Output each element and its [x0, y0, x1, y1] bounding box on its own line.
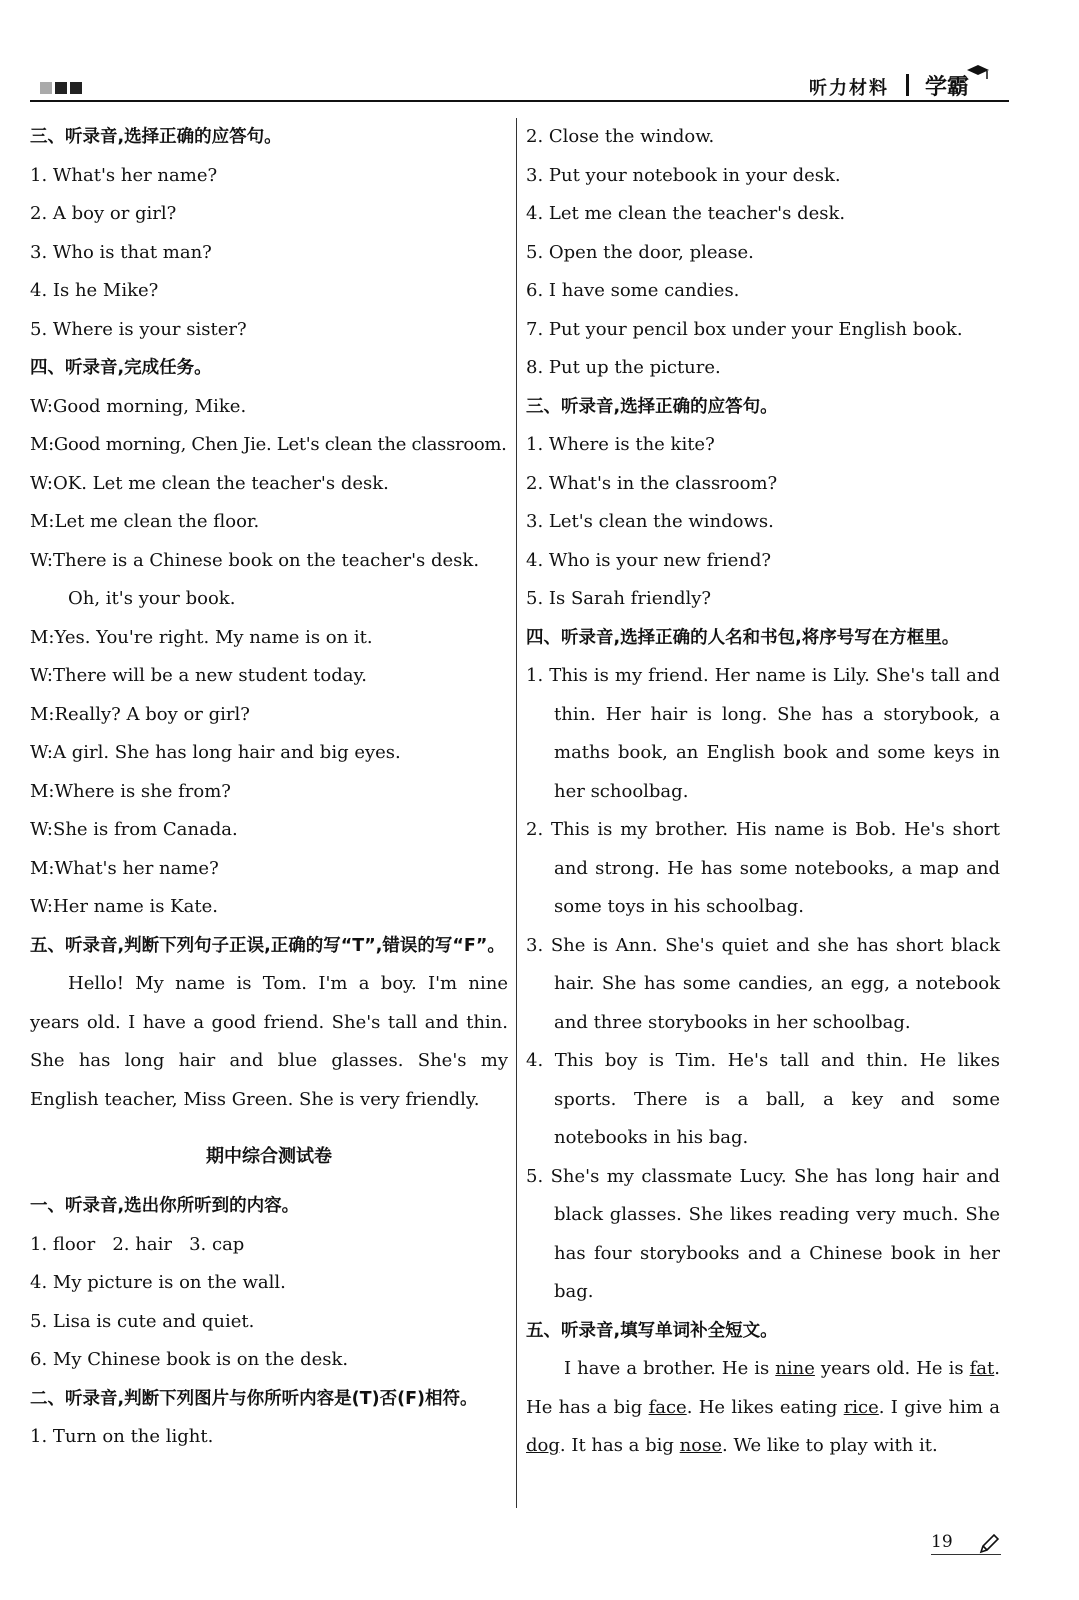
dialog-line: W:OK. Let me clean the teacher's desk. [30, 472, 389, 494]
section-title: 五、听录音,判断下列句子正误,正确的写“T”,错误的写“F”。 [30, 935, 505, 956]
list-item: 1. What's her name? [30, 164, 218, 186]
page-footer [931, 1532, 1001, 1556]
list-item: 4. This boy is Tim. He's tall and thin. He likes sports. There is a ball, a key and some notebooks in his bag. [526, 1050, 1000, 1148]
list-item: 2. This is my brother. His name is Bob. He's short and strong. He has some notebooks, a map and some toys in his schoolbag. [526, 819, 1000, 917]
list-item: 3. Put your notebook in your desk. [526, 164, 841, 186]
answer-word: face [648, 1396, 687, 1418]
dialog-line: M:Good morning, Chen Jie. Let's clean the classroom. [30, 434, 507, 455]
list-item: 4. My picture is on the wall. [30, 1272, 286, 1293]
dialog-line: M:Where is she from? [30, 780, 231, 802]
list-item: 5. Is Sarah friendly? [526, 588, 712, 609]
list-item: 1. Where is the kite? [526, 434, 715, 455]
footer-rule [931, 1554, 1001, 1555]
header-separator [906, 74, 909, 96]
pencil-icon [977, 1532, 1001, 1556]
dialog-line: M:Yes. You're right. My name is on it. [30, 626, 373, 648]
graduation-cap-icon [965, 62, 991, 82]
list-item: 2. What's in the classroom? [526, 472, 778, 494]
answer-word: nose [679, 1435, 722, 1456]
dialog-line: M:What's her name? [30, 857, 219, 879]
list-item: 1. Turn on the light. [30, 1426, 214, 1447]
paper-title: 期中综合测试卷 [206, 1146, 332, 1167]
column-divider [516, 118, 517, 1508]
list-item: 5. Lisa is cute and quiet. [30, 1310, 255, 1332]
list-item: 1. This is my friend. Her name is Lily. She's tall and thin. Her hair is long. She has a storybook, a maths book, an English book and some keys in her schoolbag. [526, 665, 1000, 802]
header-brand: 学霸 [924, 75, 969, 100]
answer-word: dog [526, 1435, 560, 1456]
left-column [30, 118, 508, 1457]
section-title: 二、听录音,判断下列图片与你所听内容是(T)否(F)相符。 [30, 1388, 478, 1409]
dialog-line: W:She is from Canada. [30, 819, 238, 840]
list-item: 2. Close the window. [526, 126, 715, 147]
dialog-line: Oh, it's your book. [68, 588, 236, 609]
section-title: 四、听录音,完成任务。 [30, 358, 212, 378]
header-mark [40, 82, 82, 94]
list-item: 4. Who is your new friend? [526, 549, 772, 571]
answer-word: rice [843, 1396, 879, 1418]
section-title: 一、听录音,选出你所听到的内容。 [30, 1196, 300, 1216]
list-item: 2. A boy or girl? [30, 203, 177, 224]
list-item: 7. Put your pencil box under your English book. [526, 318, 963, 340]
dialog-line: W:There is a Chinese book on the teacher's desk. [30, 549, 480, 571]
header-section: 听力材料 [809, 78, 889, 99]
right-column [526, 118, 1000, 1466]
list-item: 4. Is he Mike? [30, 280, 159, 301]
header-rule [30, 100, 1009, 102]
list-item: 3. She is Ann. She's quiet and she has short black hair. She has some candies, an egg, a notebook and three storybooks in her schoolbag. [526, 934, 1000, 1033]
list-item: 8. Put up the picture. [526, 357, 721, 378]
dialog-line: M:Really? A boy or girl? [30, 703, 250, 725]
section-title: 五、听录音,填写单词补全短文。 [526, 1320, 778, 1341]
list-item: 6. I have some candies. [526, 280, 740, 301]
list-item: 3. Let's clean the windows. [526, 511, 774, 532]
dialog-line: W:There will be a new student today. [30, 665, 367, 686]
passage: Hello! My name is Tom. I'm a boy. I'm nine years old. I have a good friend. She's tall and thin. She has long hair and blue glasses. She's my English teacher, Miss Green. She is very friendly. [30, 973, 508, 1110]
page-header [30, 60, 1009, 100]
section-title: 四、听录音,选择正确的人名和书包,将序号写在方框里。 [526, 627, 960, 648]
dialog-line: M:Let me clean the floor. [30, 511, 260, 532]
answer-word: nine [775, 1358, 815, 1379]
answer-word: fat [969, 1358, 995, 1379]
list-item: 6. My Chinese book is on the desk. [30, 1349, 349, 1370]
dialog-line: W:Her name is Kate. [30, 896, 218, 917]
page-number: 19 [931, 1532, 953, 1552]
fill-in-passage: I have a brother. He is nine years old. He is fat. He has a big face. He likes eating rice. I give him a dog. It has a big nose. We like to play with it. [526, 1358, 1000, 1456]
section-title: 三、听录音,选择正确的应答句。 [526, 396, 778, 417]
list-item: 5. She's my classmate Lucy. She has long hair and black glasses. She likes reading very much. She has four storybooks and a Chinese book in her bag. [526, 1165, 1000, 1302]
dialog-line: W:Good morning, Mike. [30, 395, 247, 417]
list-item: 1. floor 2. hair 3. cap [30, 1233, 245, 1255]
list-item: 4. Let me clean the teacher's desk. [526, 203, 846, 224]
list-item: 5. Where is your sister? [30, 318, 247, 340]
section-title: 三、听录音,选择正确的应答句。 [30, 127, 282, 147]
list-item: 5. Open the door, please. [526, 241, 754, 263]
list-item: 3. Who is that man? [30, 241, 212, 263]
dialog-line: W:A girl. She has long hair and big eyes. [30, 742, 401, 763]
